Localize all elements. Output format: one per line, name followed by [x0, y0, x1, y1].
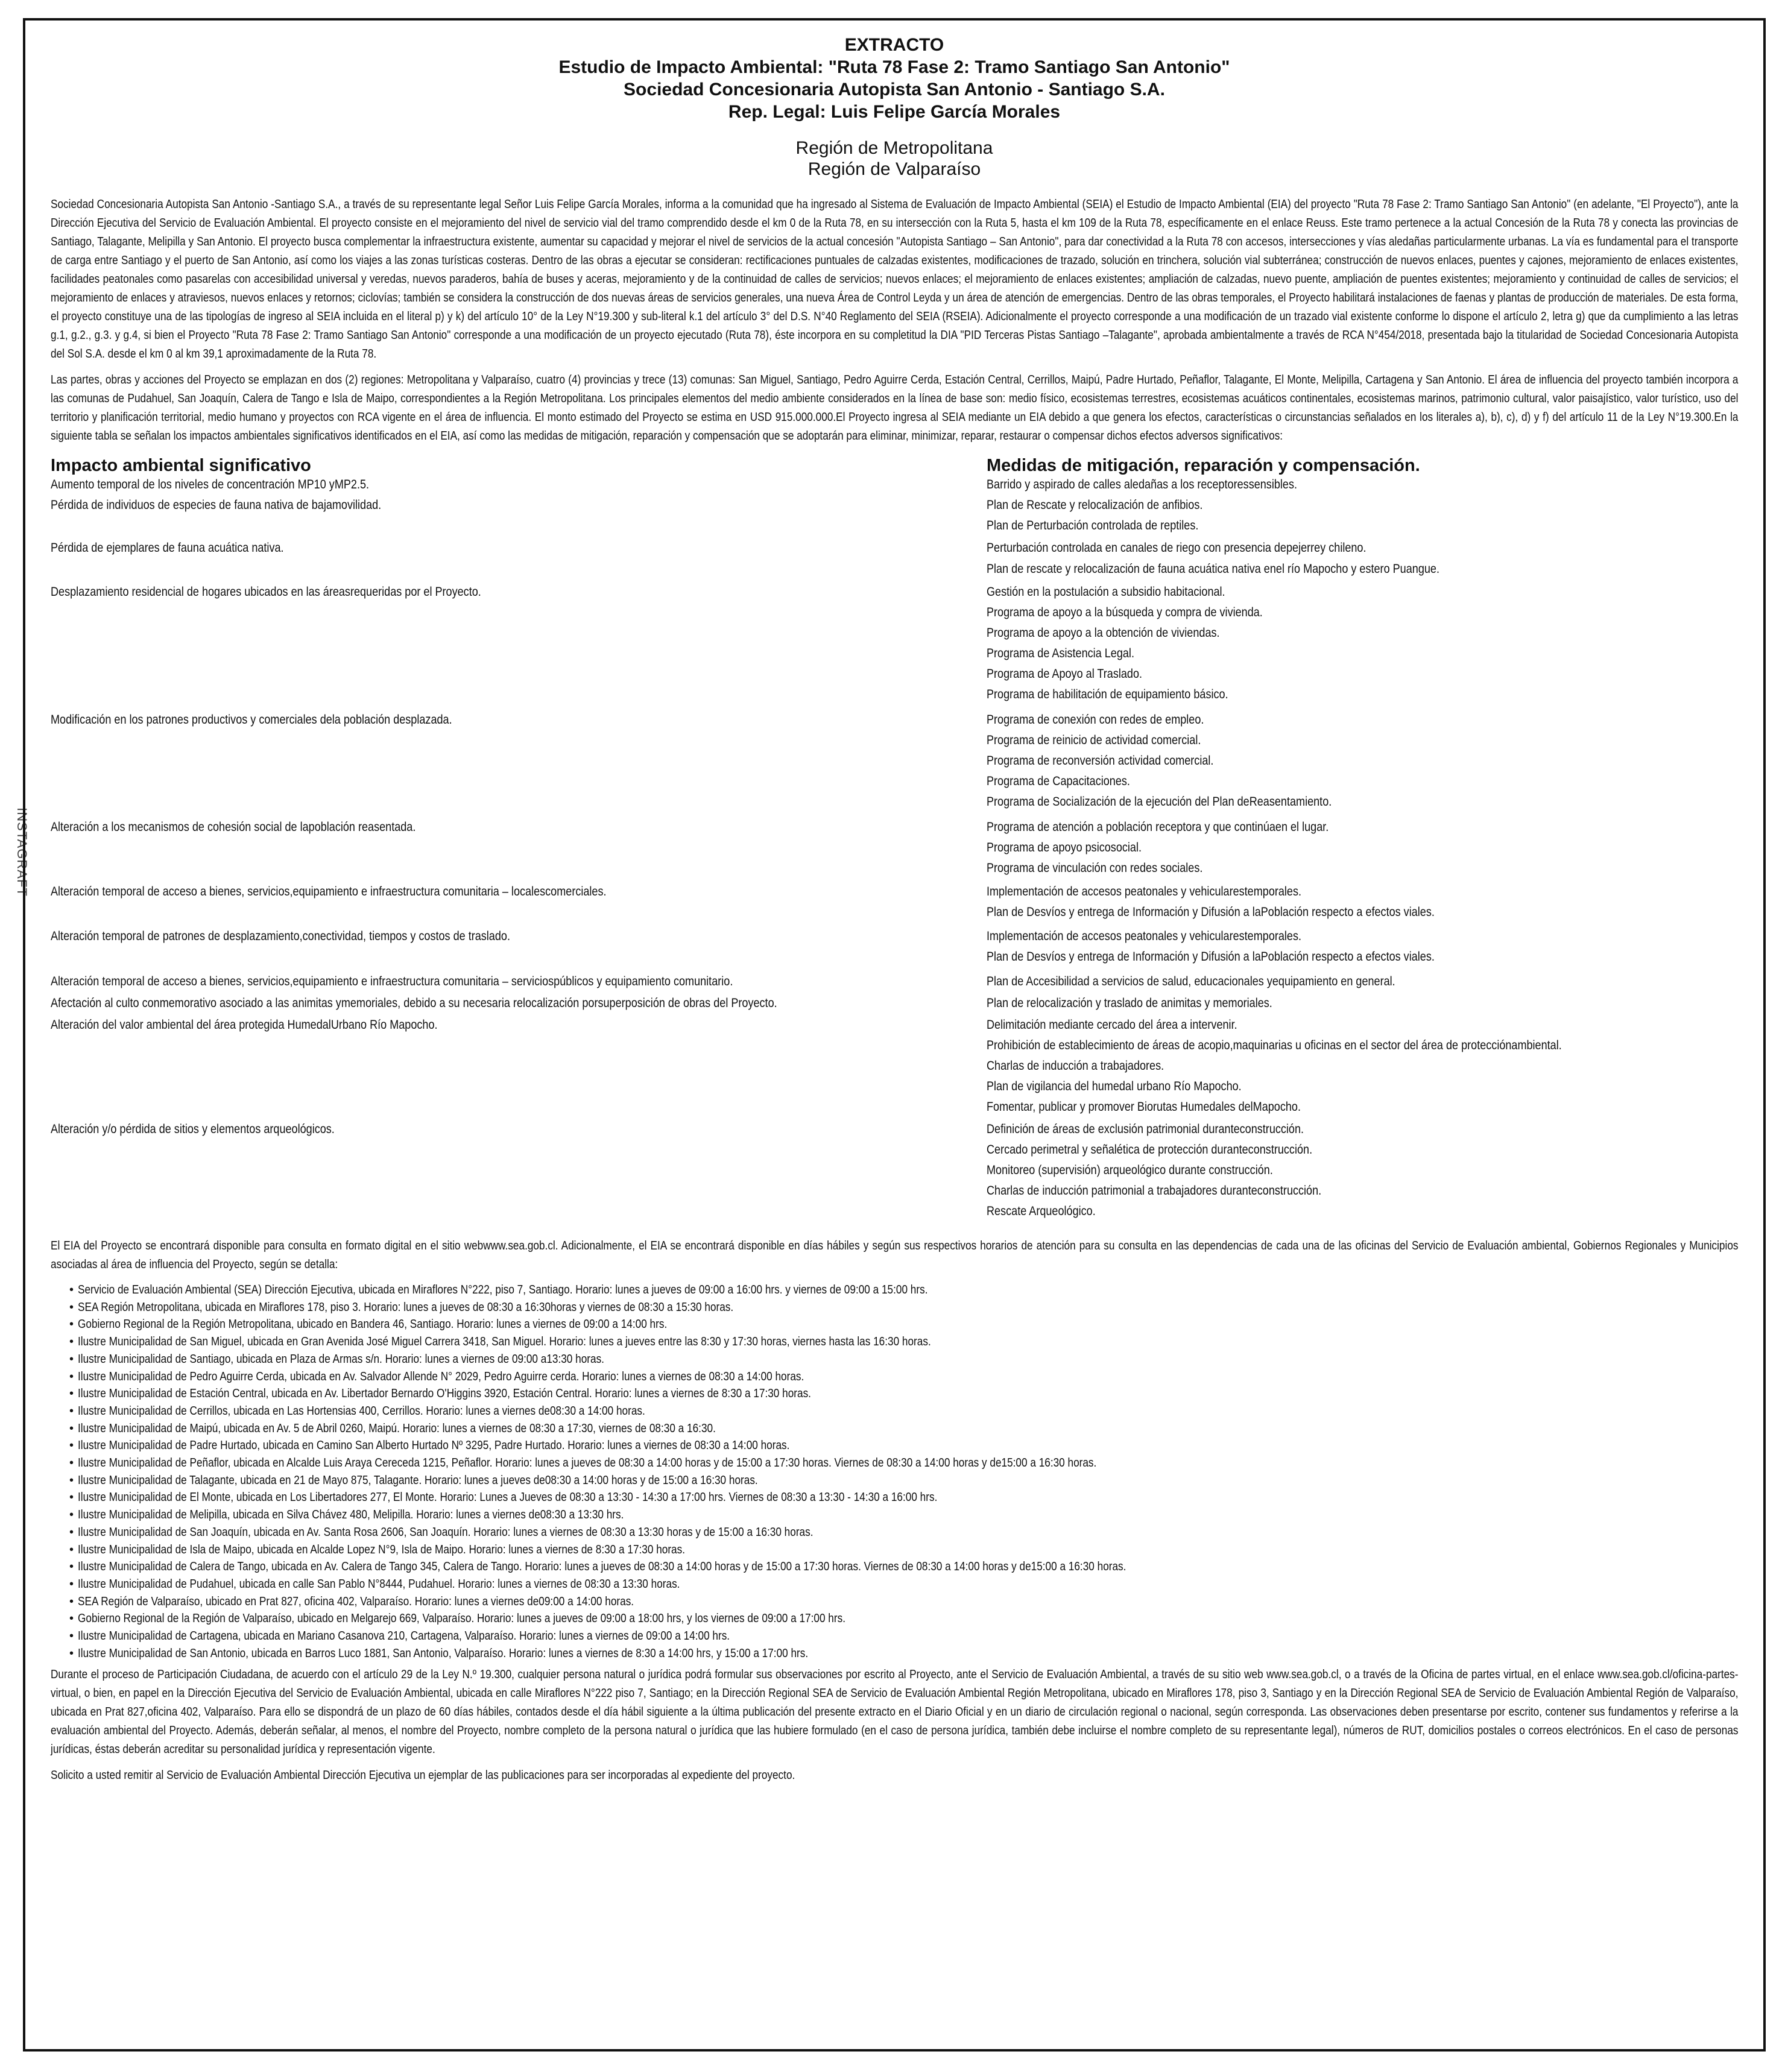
impact-row: Alteración temporal de patrones de desplazamiento,conectividad, tiempos y costos de traslado.: [51, 929, 510, 943]
office-item: • Ilustre Municipalidad de Calera de Tango, ubicada en Av. Calera de Tango 345, Calera de Tango. Horario: lunes a jueves de 08:30 a 14:00 horas y de 15:00 a 17:30 horas. Viernes de 08:30 a 14:00 horas y de15:00 a 16:30 horas.: [78, 1558, 1738, 1576]
measure-item: Plan de vigilancia del humedal urbano Río Mapocho.: [987, 1079, 1242, 1093]
measure-item: Programa de apoyo a la búsqueda y compra de vivienda.: [987, 605, 1263, 619]
measure-item: Plan de Desvíos y entrega de Información y Difusión a laPoblación respecto a efectos viales.: [987, 905, 1435, 919]
notice-frame: [23, 18, 1766, 2051]
measure-item: Charlas de inducción patrimonial a trabajadores duranteconstrucción.: [987, 1184, 1322, 1198]
office-item: • Servicio de Evaluación Ambiental (SEA) Dirección Ejecutiva, ubicada en Miraflores N°222, piso 7, Santiago. Horario: lunes a jueves de 09:00 a 16:00 hrs. y viernes de 09:00 a 15:00 hrs.: [78, 1281, 1738, 1299]
office-item: • Ilustre Municipalidad de Cartagena, ubicada en Mariano Casanova 210, Cartagena, Valparaíso. Horario: lunes a viernes de 09:00 a 14:00 hrs.: [78, 1628, 1738, 1645]
side-watermark-label: INSTAGRAFT: [14, 807, 30, 897]
measure-item: Delimitación mediante cercado del área a intervenir.: [987, 1018, 1237, 1032]
measure-item: Cercado perimetral y señalética de protección duranteconstrucción.: [987, 1143, 1313, 1157]
office-item: • Ilustre Municipalidad de Pudahuel, ubicada en calle San Pablo N°8444, Pudahuel. Horario: lunes a viernes de 08:30 a 13:30 horas.: [78, 1576, 1738, 1593]
measure-item: Definición de áreas de exclusión patrimonial duranteconstrucción.: [987, 1122, 1304, 1136]
measure-item: Implementación de accesos peatonales y vehicularestemporales.: [987, 885, 1302, 899]
closing-request-paragraph: Solicito a usted remitir al Servicio de Evaluación Ambiental Dirección Ejecutiva un ejemplar de las publicaciones para ser incorporadas al expediente del proyecto.: [51, 1769, 795, 1783]
measure-item: Plan de Accesibilidad a servicios de salud, educacionales yequipamiento en general.: [987, 974, 1395, 988]
participation-paragraph: Durante el proceso de Participación Ciudadana, de acuerdo con el artículo 29 de la Ley N.º 19.300, cualquier persona natural o jurídica podrá formular sus observaciones por escrito al Proyecto, ante el Servicio de Evaluación Ambiental, a través de su sitio web www.sea.gob.cl, o a través de la Oficina de partes virtual, en el enlace www.sea.gob.cl/oficina-partes-virtual, o bien, en papel en la Dirección Ejecutiva del Servicio de Evaluación Ambiental, ubicada en calle Miraflores N°222 piso 7, Santiago; en la Dirección Regional SEA de Servicio de Evaluación Ambiental Región Metropolitana, ubicado en Miraflores 178, piso 3, Santiago y en la Dirección Regional SEA de Servicio de Evaluación Ambiental Región de Valparaíso, ubicada en Prat 827,oficina 402, Valparaíso. Para ello se dispondrá de un plazo de 60 días hábiles, contados desde el día hábil siguiente a la última publicación del presente extracto en el Diario Oficial y en un diario de circulación regional o nacional, según corresponda. Las observaciones deben presentarse por escrito, contener sus fundamentos y referirse a la evaluación ambiental del Proyecto. Además, deberán señalar, al menos, el nombre del Proyecto, nombre completo de la persona natural o jurídica que las hubiere formulado (en el caso de persona jurídica, también debe incluirse el nombre completo de su representante legal), números de RUT, domicilios postales o correos electrónicos. En el caso de personas jurídicas, éstas deberán acreditar su personalidad jurídica y representación vigente.: [51, 1668, 1739, 1757]
office-item: • SEA Región de Valparaíso, ubicado en Prat 827, oficina 402, Valparaíso. Horario: lunes a viernes de09:00 a 14:00 horas.: [78, 1593, 1738, 1611]
measure-item: Plan de Desvíos y entrega de Información y Difusión a laPoblación respecto a efectos viales.: [987, 950, 1435, 964]
impact-row: Afectación al culto conmemorativo asociado a las animitas ymemoriales, debido a su necesaria relocalización porsuperposición de obras del Proyecto.: [51, 996, 777, 1010]
measure-item: Plan de Perturbación controlada de reptiles.: [987, 519, 1199, 532]
measure-item: Programa de apoyo a la obtención de viviendas.: [987, 626, 1220, 640]
intro-paragraph-1: Sociedad Concesionaria Autopista San Antonio -Santiago S.A., a través de su representante legal Señor Luis Felipe García Morales, informa a la comunidad que ha ingresado al Sistema de Evaluación de Impacto Ambiental (SEIA) el Estudio de Impacto Ambiental (EIA) del proyecto "Ruta 78 Fase 2: Tramo Santiago San Antonio" (en adelante, "El Proyecto"), ante la Dirección Ejecutiva del Servicio de Evaluación Ambiental. El proyecto consiste en el mejoramiento del nivel de servicio vial del tramo comprendido desde el km 0 de la Ruta 78, en su intersección con la Ruta 5, hasta el km 109 de la Ruta 78, específicamente en el enlace Reuss. Este tramo pertenece a la actual Concesión de la Ruta 78 y conecta las provincias de Santiago, Talagante, Melipilla y San Antonio. El proyecto busca complementar la infraestructura existente, aumentar su capacidad y mejorar el nivel de servicios de la actual concesión "Autopista Santiago – San Antonio", para dar conectividad a la Ruta 78 con accesos, intersecciones y vías aledañas particularmente urbanas. La vía es fundamental para el transporte de carga entre Santiago y el puerto de San Antonio, así como los viajes a las zonas turísticas costeras. Dentro de las obras a ejecutar se consideran: rectificaciones puntuales de calzadas existentes, modificaciones de trazado, solución en trinchera, solución vial subterránea; construcción de nuevos enlaces, puentes y cajones, mejoramiento de enlaces existentes, facilidades peatonales como pasarelas con accesibilidad universal y veredas, nuevos paraderos, bahía de buses y aceras, mejoramiento y de la continuidad de calles de servicios; nuevos enlaces; el mejoramiento de enlaces existentes; ampliación de calzadas, nuevo puente, ampliación de puentes existentes; mejoramiento y continuidad de calles de servicios; el mejoramiento de enlaces y atraviesos, nuevos enlaces y retornos; ciclovías; también se considera la construcción de dos nuevas áreas de servicios generales, una nueva Área de Control Leyda y un área de atención de emergencias. Dentro de las obras temporales, el Proyecto habilitará instalaciones de faenas y plantas de producción de materiales. De esta forma, el proyecto constituye una de las tipologías de ingreso al SEIA incluida en el literal p) y k) del artículo 10° de la Ley N°19.300 y sub-literal k.1 del artículo 3° del D.S. N°40 Reglamento del SEIA (RSEIA). Adicionalmente el proyecto corresponde a una modificación de un trazado vial existente conforme lo dispone el artículo 2, letra g) que da cumplimiento a las letras g.1, g.2., g.3. y g.4, si bien el Proyecto "Ruta 78 Fase 2: Tramo Santiago San Antonio" corresponde a una modificación de un proyecto ejecutado (Ruta 78), éste incorpora en su completitud la DIA "PID Terceras Pistas Santiago –Talagante", aprobada ambientalmente a través de RCA N°454/2018, presentada bajo la titularidad de Sociedad Concesionaria Autopista del Sol S.A. desde el km 0 al km 39,1 aproximadamente de la Ruta 78.: [51, 198, 1739, 361]
measure-item: Rescate Arqueológico.: [987, 1204, 1096, 1218]
office-item: • Ilustre Municipalidad de Talagante, ubicada en 21 de Mayo 875, Talagante. Horario: lunes a jueves de08:30 a 14:00 horas y de 15:00 a 16:30 horas.: [78, 1472, 1738, 1489]
impact-row: Pérdida de ejemplares de fauna acuática nativa.: [51, 541, 284, 555]
measure-item: Programa de Asistencia Legal.: [987, 646, 1134, 660]
region-metropolitana: Región de Metropolitana: [795, 138, 993, 158]
impact-row: Modificación en los patrones productivos y comerciales dela población desplazada.: [51, 713, 452, 727]
measure-item: Charlas de inducción a trabajadores.: [987, 1059, 1164, 1073]
impact-row: Aumento temporal de los niveles de concentración MP10 yMP2.5.: [51, 478, 370, 491]
impact-row: Alteración a los mecanismos de cohesión social de lapoblación reasentada.: [51, 820, 416, 834]
office-item: • Ilustre Municipalidad de Melipilla, ubicada en Silva Chávez 480, Melipilla. Horario: lunes a viernes de08:30 a 13:30 hrs.: [78, 1506, 1738, 1524]
measure-item: Gestión en la postulación a subsidio habitacional.: [987, 585, 1225, 599]
measure-item: Programa de apoyo psicosocial.: [987, 841, 1142, 854]
impact-row: Desplazamiento residencial de hogares ubicados en las áreasrequeridas por el Proyecto.: [51, 585, 481, 599]
office-item: • Ilustre Municipalidad de Maipú, ubicada en Av. 5 de Abril 0260, Maipú. Horario: lunes a viernes de 08:30 a 17:30, viernes de 08:30 a 16:30.: [78, 1420, 1738, 1438]
measure-item: Programa de habilitación de equipamiento básico.: [987, 687, 1228, 701]
measure-item: Plan de relocalización y traslado de animitas y memoriales.: [987, 996, 1272, 1010]
notice-header: [51, 34, 1738, 180]
measures-column-header: Medidas de mitigación, reparación y compensación.: [987, 456, 1420, 475]
impact-row: Alteración y/o pérdida de sitios y elementos arqueológicos.: [51, 1122, 335, 1136]
office-item: • Ilustre Municipalidad de San Joaquín, ubicada en Av. Santa Rosa 2606, San Joaquín. Horario: lunes a viernes de 08:30 a 13:30 horas y de 15:00 a 16:30 horas.: [78, 1524, 1738, 1541]
measure-item: Implementación de accesos peatonales y vehicularestemporales.: [987, 929, 1302, 943]
office-item: • Ilustre Municipalidad de Pedro Aguirre Cerda, ubicada en Av. Salvador Allende N° 2029, Pedro Aguirre cerda. Horario: lunes a viernes de 08:30 a 14:00 horas.: [78, 1368, 1738, 1386]
notice-title: EXTRACTO: [844, 35, 944, 55]
measure-item: Programa de reconversión actividad comercial.: [987, 754, 1214, 768]
office-item: • Ilustre Municipalidad de Peñaflor, ubicada en Alcalde Luis Araya Cereceda 1215, Peñaflor. Horario: lunes a jueves de 08:30 a 14:00 horas y de 15:00 a 17:30 horas. Viernes de 08:30 a 14:00 horas y de15:00 a 16:30 horas.: [78, 1455, 1738, 1472]
availability-paragraph: El EIA del Proyecto se encontrará disponible para consulta en formato digital en el sitio webwww.sea.gob.cl. Adicionalmente, el EIA se encontrará disponible en días hábiles y según sus respectivos horarios de atención para su consulta en las dependencias de cada una de las oficinas del Servicio de Evaluación ambiental, Gobiernos Regionales y Municipios asociadas al área de influencia del Proyecto, según se detalla:: [51, 1239, 1739, 1271]
measure-item: Monitoreo (supervisión) arqueológico durante construcción.: [987, 1163, 1273, 1177]
office-item: • Ilustre Municipalidad de Estación Central, ubicada en Av. Libertador Bernardo O'Higgins 3920, Estación Central. Horario: lunes a viernes de 8:30 a 17:30 horas.: [78, 1385, 1738, 1403]
office-item: • SEA Región Metropolitana, ubicada en Miraflores 178, piso 3. Horario: lunes a jueves de 08:30 a 16:30horas y viernes de 08:30 a 15:30 horas.: [78, 1299, 1738, 1316]
measure-item: Fomentar, publicar y promover Biorutas Humedales delMapocho.: [987, 1100, 1301, 1114]
measure-item: Prohibición de establecimiento de áreas de acopio,maquinarias u oficinas en el sector del área de protecciónambiental.: [987, 1038, 1562, 1052]
office-item: • Ilustre Municipalidad de El Monte, ubicada en Los Libertadores 277, El Monte. Horario: Lunes a Jueves de 08:30 a 13:30 - 14:30 a 17:00 hrs. Viernes de 08:30 a 13:30 - 14:30 a 16:00 hrs.: [78, 1489, 1738, 1506]
measure-item: Programa de atención a población receptora y que continúaen el lugar.: [987, 820, 1329, 834]
measure-item: Programa de vinculación con redes sociales.: [987, 861, 1203, 875]
intro-paragraph-2: Las partes, obras y acciones del Proyecto se emplazan en dos (2) regiones: Metropolitana y Valparaíso, cuatro (4) provincias y trece (13) comunas: San Miguel, Santiago, Pedro Aguirre Cerda, Estación Central, Cerrillos, Maipú, Padre Hurtado, Peñaflor, Talagante, El Monte, Melipilla, Cartagena y San Antonio. El área de influencia del proyecto también incorpora a las comunas de Pudahuel, San Joaquín, Calera de Tango e Isla de Maipo, correspondientes a la Región Metropolitana. Los principales elementos del medio ambiente considerados en la línea de base son: medio físico, ecosistemas terrestres, ecosistemas acuáticos continentales, ecosistemas marinos, patrimonio cultural, valor paisajístico, valor turístico, uso del territorio y planificación territorial, medio humano y proyectos con RCA vigente en el área de influencia. El monto estimado del Proyecto se estima en USD 915.000.000.El Proyecto ingresa al SEIA mediante un EIA debido a que genera los efectos, características o circunstancias señalados en los literales a), b), c), d) y f) del artículo 11 de la Ley N°19.300.En la siguiente tabla se señalan los impactos ambientales significativos identificados en el EIA, así como las medidas de mitigación, reparación y compensación que se adoptarán para eliminar, minimizar, reparar, restaurar o compensar dichos efectos adversos significativos:: [51, 373, 1739, 443]
impact-row: Alteración temporal de acceso a bienes, servicios,equipamiento e infraestructura comunitaria – serviciospúblicos y equipamiento comunitario.: [51, 974, 733, 988]
measure-item: Programa de Capacitaciones.: [987, 774, 1130, 788]
study-title: Estudio de Impacto Ambiental: "Ruta 78 Fase 2: Tramo Santiago San Antonio": [558, 57, 1230, 77]
measure-item: Plan de Rescate y relocalización de anfibios.: [987, 498, 1203, 512]
office-item: • Ilustre Municipalidad de Santiago, ubicada en Plaza de Armas s/n. Horario: lunes a viernes de 09:00 a13:30 horas.: [78, 1351, 1738, 1368]
office-item: • Ilustre Municipalidad de San Miguel, ubicada en Gran Avenida José Miguel Carrera 3418, San Miguel. Horario: lunes a jueves entre las 8:30 y 17:30 horas, viernes hasta las 16:30 horas.: [78, 1333, 1738, 1351]
legal-representative: Rep. Legal: Luis Felipe García Morales: [728, 102, 1061, 122]
measure-item: Perturbación controlada en canales de riego con presencia depejerrey chileno.: [987, 541, 1366, 555]
impact-row: Pérdida de individuos de especies de fauna nativa de bajamovilidad.: [51, 498, 382, 512]
measure-item: Programa de reinicio de actividad comercial.: [987, 733, 1201, 747]
measure-item: Barrido y aspirado de calles aledañas a los receptoressensibles.: [987, 478, 1298, 491]
impacts-table: [51, 455, 1738, 1218]
office-item: • Gobierno Regional de la Región Metropolitana, ubicado en Bandera 46, Santiago. Horario: lunes a viernes de 09:00 a 14:00 hrs.: [78, 1316, 1738, 1333]
office-item: • Ilustre Municipalidad de Isla de Maipo, ubicada en Alcalde Lopez N°9, Isla de Maipo. Horario: lunes a viernes de 8:30 a 17:30 horas.: [78, 1541, 1738, 1559]
measure-item: Programa de Apoyo al Traslado.: [987, 667, 1143, 681]
measure-item: Plan de rescate y relocalización de fauna acuática nativa enel río Mapocho y estero Puangue.: [987, 562, 1439, 576]
impact-row: Alteración temporal de acceso a bienes, servicios,equipamiento e infraestructura comunitaria – localescomerciales.: [51, 885, 607, 899]
impact-row: Alteración del valor ambiental del área protegida HumedalUrbano Río Mapocho.: [51, 1018, 438, 1032]
measure-item: Programa de Socialización de la ejecución del Plan deReasentamiento.: [987, 795, 1332, 809]
company-name: Sociedad Concesionaria Autopista San Antonio - Santiago S.A.: [624, 80, 1165, 99]
office-list: [51, 1281, 1738, 1662]
office-item: • Ilustre Municipalidad de Padre Hurtado, ubicada en Camino San Alberto Hurtado Nº 3295, Padre Hurtado. Horario: lunes a viernes de 08:30 a 14:00 horas.: [78, 1437, 1738, 1455]
office-item: • Ilustre Municipalidad de San Antonio, ubicada en Barros Luco 1881, San Antonio, Valparaíso. Horario: lunes a viernes de 8:30 a 14:00 hrs, y 15:00 a 17:00 hrs.: [78, 1645, 1738, 1663]
impact-column-header: Impacto ambiental significativo: [51, 456, 311, 475]
region-valparaiso: Región de Valparaíso: [807, 159, 981, 179]
measure-item: Programa de conexión con redes de empleo.: [987, 713, 1204, 727]
office-item: • Ilustre Municipalidad de Cerrillos, ubicada en Las Hortensias 400, Cerrillos. Horario: lunes a viernes de08:30 a 14:00 horas.: [78, 1403, 1738, 1420]
office-item: • Gobierno Regional de la Región de Valparaíso, ubicado en Melgarejo 669, Valparaíso. Horario: lunes a jueves de 09:00 a 18:00 hrs, y los viernes de 09:00 a 17:00 hrs.: [78, 1610, 1738, 1628]
